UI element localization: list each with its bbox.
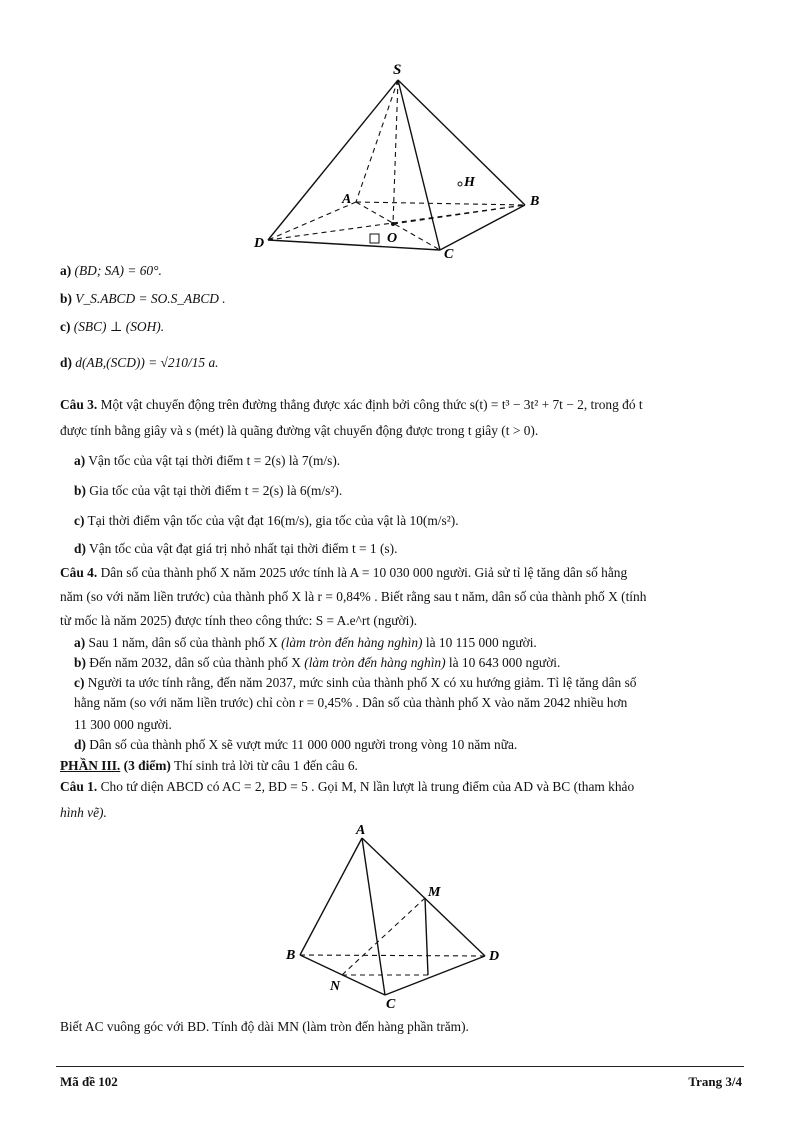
edge-SA <box>356 80 398 202</box>
q4-stem-line3: từ mốc là năm 2025) được tính theo công thức: S = A.e^rt (người). <box>60 613 418 628</box>
q2-option-c: c) (SBC) ⊥ (SOH). <box>60 319 165 334</box>
label-C: C <box>444 247 454 262</box>
label-C: C <box>386 997 396 1012</box>
point-H <box>458 182 462 186</box>
label-M: M <box>428 885 441 900</box>
label-B: B <box>530 194 540 209</box>
label-N: N <box>330 979 341 994</box>
right-angle-mark <box>370 234 379 243</box>
label-A: A <box>342 192 352 207</box>
label-S: S <box>393 62 402 78</box>
q3-option-a: a) Vận tốc của vật tại thời điểm t = 2(s) là 7(m/s). <box>74 453 341 468</box>
label-B: B <box>286 948 296 963</box>
page-number: Trang 3/4 <box>688 1074 742 1089</box>
edge-AD <box>362 838 485 956</box>
edge-SB <box>398 80 525 205</box>
q2-option-b: b) V_S.ABCD = SO.S_ABCD . <box>60 291 226 306</box>
q3-stem-line2: được tính bằng giây và s (mét) là quãng đường vật chuyển động được trong t giây (t > 0). <box>60 423 539 438</box>
q4-option-d: d) Dân số của thành phố X sẽ vượt mức 11 000 000 người trong vòng 10 năm nữa. <box>74 737 518 752</box>
q4-option-a: a) Sau 1 năm, dân số của thành phố X (làm tròn đến hàng nghìn) là 10 115 000 người. <box>74 635 537 650</box>
edge-AB <box>356 202 525 205</box>
q4-option-c-cont2: 11 300 000 người. <box>74 717 172 732</box>
part3-heading: PHẦN III. (3 điểm) Thí sinh trả lời từ câu 1 đến câu 6. <box>60 758 358 773</box>
q4-option-b: b) Đến năm 2032, dân số của thành phố X (làm tròn đến hàng nghìn) là 10 643 000 người. <box>74 655 561 670</box>
point-O <box>391 222 395 226</box>
edge-BD <box>300 955 485 956</box>
label-H: H <box>464 175 475 190</box>
line-OB <box>393 205 525 224</box>
edge-AB <box>300 838 362 955</box>
q2-option-d: d) d(AB,(SCD)) = √210/15 a. <box>60 355 219 370</box>
q2-option-a: a) (BD; SA) = 60°. <box>60 263 162 278</box>
q4-option-c-cont1: hằng năm (so với năm liền trước) chỉ còn r = 0,45% . Dân số của thành phố X vào năm 2042 nhiều hơn <box>74 695 628 710</box>
q3-option-b: b) Gia tốc của vật tại thời điểm t = 2(s) là 6(m/s²). <box>74 483 343 498</box>
q4-option-c: c) Người ta ước tính rằng, đến năm 2037, mức sinh của thành phố X có xu hướng giảm. Tỉ lệ tăng dân số <box>74 675 637 690</box>
exam-code: Mã đề 102 <box>60 1074 118 1089</box>
p3q1-line2: hình vẽ). <box>60 805 107 820</box>
p3q1-line1: Câu 1. Cho tứ diện ABCD có AC = 2, BD = 5 . Gọi M, N lần lượt là trung điểm của AD và BC (tham khảo <box>60 779 635 794</box>
q3-stem-line1: Câu 3. Một vật chuyển động trên đường thẳng được xác định bởi công thức s(t) = t³ − 3t² + 7t − 2, trong đó t <box>60 397 643 412</box>
edge-AC <box>362 838 385 995</box>
edge-CB <box>440 205 525 250</box>
q3-option-c: c) Tại thời điểm vận tốc của vật đạt 16(m/s), gia tốc của vật là 10(m/s²). <box>74 513 459 528</box>
label-A: A <box>356 823 366 838</box>
q3-option-d: d) Vận tốc của vật đạt giá trị nhỏ nhất tại thời điểm t = 1 (s). <box>74 541 398 556</box>
label-D: D <box>254 236 265 251</box>
label-O: O <box>387 231 398 246</box>
edge-DC <box>268 240 440 250</box>
edge-SD <box>268 80 398 240</box>
segment-MN <box>342 898 425 975</box>
edge-SC <box>398 80 440 250</box>
q4-stem-line1: Câu 4. Dân số của thành phố X năm 2025 ước tính là A = 10 030 000 người. Giả sử tỉ lệ tăng dân số hằng <box>60 565 628 580</box>
line-M-down <box>425 898 428 975</box>
footer-rule <box>56 1066 744 1067</box>
q4-stem-line2: năm (so với năm liền trước) của thành phố X là r = 0,84% . Biết rằng sau t năm, dân số của thành phố X (tính <box>60 589 647 604</box>
pyramid-figure <box>250 58 550 268</box>
edge-AD <box>268 202 356 240</box>
tetrahedron-figure <box>280 816 510 1012</box>
p3q1-question: Biết AC vuông góc với BD. Tính độ dài MN (làm tròn đến hàng phần trăm). <box>60 1019 469 1034</box>
label-D: D <box>489 949 500 964</box>
